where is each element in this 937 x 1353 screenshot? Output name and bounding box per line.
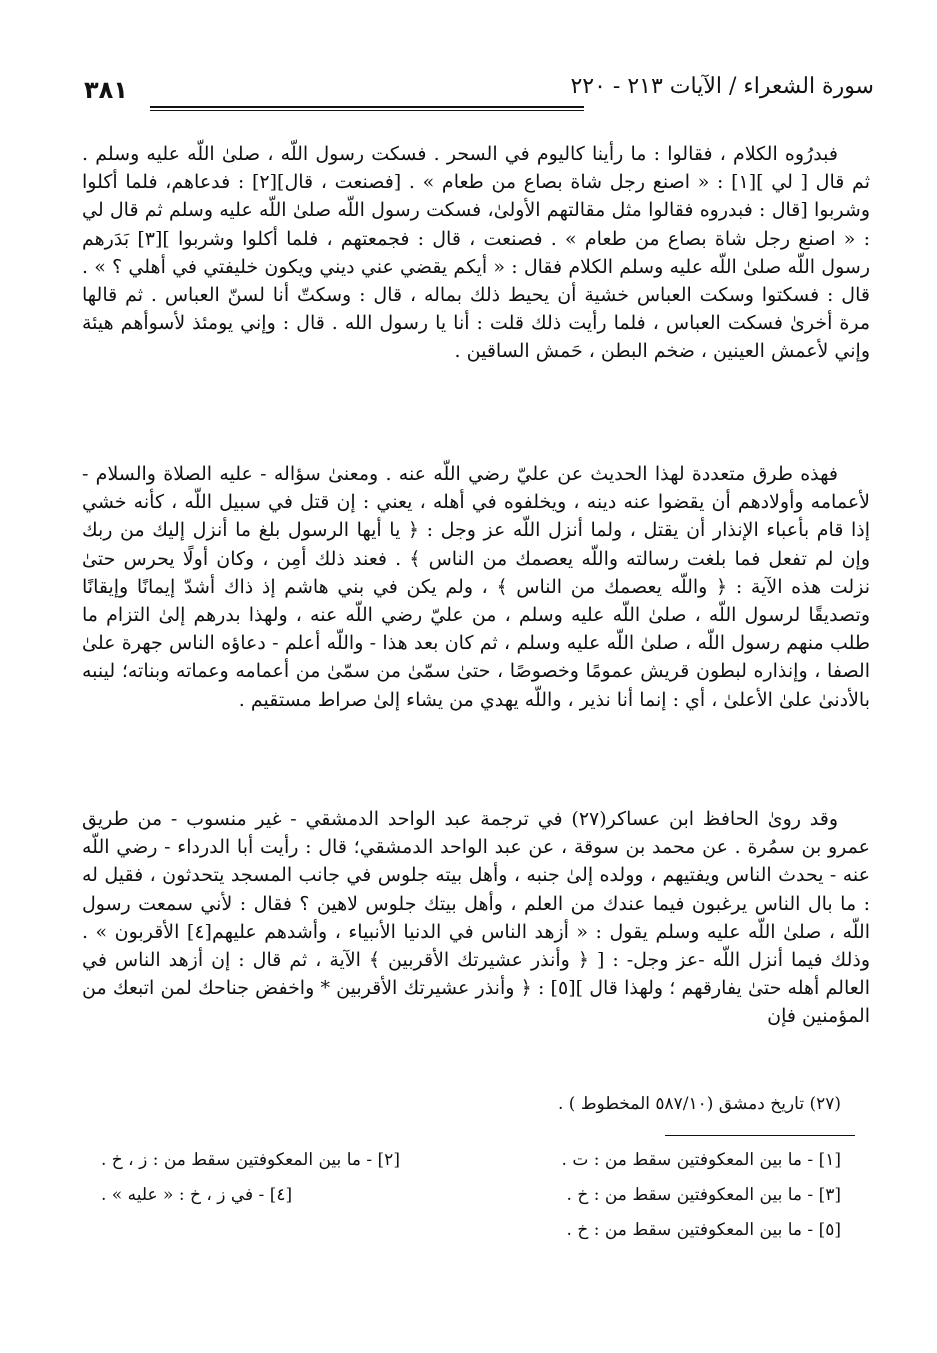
header-rule bbox=[150, 106, 584, 111]
page-number: ٣٨١ bbox=[84, 76, 128, 104]
body-paragraph-1 bbox=[82, 140, 870, 366]
note-3: [٣] - ما بين المعكوفتين سقط من : خ . bbox=[566, 1185, 841, 1205]
footnote-divider bbox=[665, 1135, 855, 1136]
paragraph-text: وقد روىٰ الحافظ ابن عساكر(٢٧) في ترجمة عبد الواحد الدمشقي - غير منسوب - من طريق عمرو بن سمُرة . عن محمد بن سوقة ، عن عبد الواحد الدمشقي؛ قال : رأيت أبا الدرداء - رضي اللّه عنه - يحدث الناس ويفتيهم ، وولده إلىٰ جنبه ، وأهل بيته جلوس في جانب المسجد يتحدثون ، فقيل له : ما بال الناس يرغبون فيما عندك من العلم ، وأهل بيتك جلوس لاهين ؟ فقال : لأني سمعت رسول اللّه ، صلىٰ اللّه عليه وسلم يقول : « أزهد الناس في الدنيا الأنبياء ، وأشدهم عليهم[٤] الأقربون » . وذلك فيما أنزل اللّه -عز وجل- : [ ﴿ وأنذر عشيرتك الأقربين ﴾ الآية ، ثم قال : إن أزهد الناس في العالم أهله حتىٰ يفارقهم ؛ ولهذا قال ][٥] : ﴿ وأنذر عشيرتك الأقربين * واخفض جناحك لمن اتبعك من المؤمنين فإن bbox=[82, 808, 870, 1028]
source-footnote: (٢٧) تاريخ دمشق (٥٨٧/١٠ المخطوط ) . bbox=[557, 1094, 841, 1114]
running-title: سورة الشعراء / الآيات ٢١٣ - ٢٢٠ bbox=[570, 74, 874, 99]
note-1: [١] - ما بين المعكوفتين سقط من : ت . bbox=[561, 1150, 841, 1170]
paragraph-text: فهذه طرق متعددة لهذا الحديث عن عليّ رضي اللّه عنه . ومعنىٰ سؤاله - عليه الصلاة والسلام - لأعمامه وأولادهم أن يقضوا عنه دينه ، ويخلفوه في أهله ، يعني : إن قتل في سبيل اللّه ، كأنه خشي إذا قام بأعباء الإنذار أن يقتل ، ولما أنزل اللّه عز وجل : ﴿ يا أيها الرسول بلغ ما أنزل إليك من ربك وإن لم تفعل فما بلغت رسالته واللّه يعصمك من الناس ﴾ . فعند ذلك أمِن ، وكان أولًا يحرس حتىٰ نزلت هذه الآية : ﴿ واللّه يعصمك من الناس ﴾ ، ولم يكن في بني هاشم إذ ذاك أشدّ إيمانًا وإيقانًا وتصديقًا لرسول اللّه ، صلىٰ اللّه عليه وسلم ، من عليّ رضي اللّه عنه ، ولهذا بدرهم إلىٰ التزام ما طلب منهم رسول اللّه ، صلىٰ اللّه عليه وسلم ، ثم كان بعد هذا - واللّه أعلم - دعاؤه الناس جهرة علىٰ الصفا ، وإنذاره لبطون قريش عمومًا وخصوصًا ، حتىٰ سمّىٰ من سمّىٰ من أعمامه وعماته وبناته؛ لينبه بالأدنىٰ علىٰ الأعلىٰ ، أي : إنما أنا نذير ، واللّه يهدي من يشاء إلىٰ صراط مستقيم . bbox=[82, 463, 870, 711]
paragraph-text: فبدرُوه الكلام ، فقالوا : ما رأينا كاليوم في السحر . فسكت رسول اللّه ، صلىٰ اللّه عليه وسلم . ثم قال [ لي ][١] : « اصنع رجل شاة بصاع من طعام » . [فصنعت ، قال][٢] : فدعاهم، فلما أكلوا وشربوا [قال : فبدروه فقالوا مثل مقالتهم الأولىٰ، فسكت رسول اللّه صلىٰ اللّه عليه وسلم ثم قال لي : « اصنع رجل شاة بصاع من طعام » . فصنعت ، قال : فجمعتهم ، فلما أكلوا وشربوا ][٣] بَدَرهم رسول اللّه صلىٰ اللّه عليه وسلم الكلام فقال : « أيكم يقضي عني ديني ويكون خليفتي في أهلي ؟ » . قال : فسكتوا وسكت العباس خشية أن يحيط ذلك بماله ، قال : وسكتّ أنا لسنّ العباس . ثم قالها مرة أخرىٰ فسكت العباس ، فلما رأيت ذلك قلت : أنا يا رسول الله . قال : وإني يومئذ لأسوأهم هيئة وإني لأعمش العينين ، ضخم البطن ، حَمش الساقين . bbox=[82, 143, 870, 363]
note-4: [٤] - في ز ، خ : « عليه » . bbox=[101, 1185, 293, 1205]
body-paragraph-2 bbox=[82, 460, 870, 714]
body-paragraph-3 bbox=[82, 805, 870, 1031]
page-header bbox=[84, 70, 874, 116]
note-2: [٢] - ما بين المعكوفتين سقط من : ز ، خ . bbox=[101, 1150, 400, 1170]
note-5: [٥] - ما بين المعكوفتين سقط من : خ . bbox=[566, 1220, 841, 1240]
